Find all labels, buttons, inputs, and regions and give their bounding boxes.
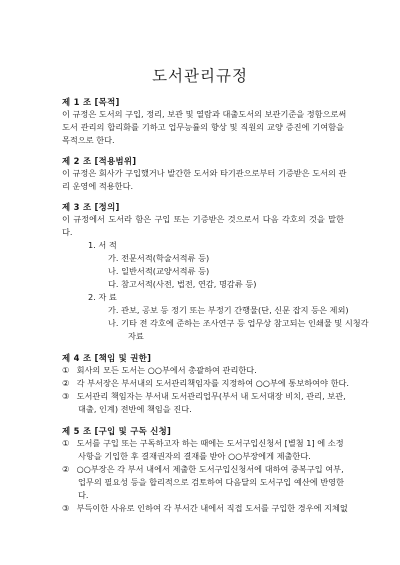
article-3-item-1-label: 1. 서 적 bbox=[88, 240, 117, 250]
article-3-item-1-sub-b: 나. 일반서적(교양서적류 등) bbox=[108, 266, 210, 276]
point-marker: ② bbox=[62, 378, 70, 388]
article-5-point-2 bbox=[62, 464, 344, 474]
article-5-point-2-cont-1: 업무의 필요성 등을 합리적으로 검토하여 다음달의 도서구입 예산에 반영한 bbox=[78, 477, 345, 487]
article-3-heading: 제 3 조 [정의] bbox=[62, 202, 120, 212]
article-3-line-2: 다. bbox=[62, 227, 73, 237]
point-text: 각 부서장은 부서내의 도서관리책임자를 지정하여 ○○부에 통보하여야 한다. bbox=[76, 378, 349, 388]
point-marker: ① bbox=[62, 438, 70, 448]
article-2-heading: 제 2 조 [적용범위] bbox=[62, 156, 137, 166]
article-3-item-2-sub-b-cont: 자료 bbox=[128, 331, 144, 341]
article-1-line-3: 목적으로 한다. bbox=[62, 135, 115, 145]
article-4-heading: 제 4 조 [책임 및 권한] bbox=[62, 353, 152, 363]
article-5-point-1 bbox=[62, 438, 344, 448]
article-3-line-1: 이 규정에서 도서라 함은 구입 또는 기증받은 것으로서 다음 각호의 것을 말한 bbox=[62, 214, 344, 224]
point-marker: ② bbox=[62, 464, 70, 474]
point-marker: ③ bbox=[62, 503, 70, 513]
point-text: 도서관리 책임자는 부서내 도서관리업무(부서 내 도서대장 비치, 관리, 보관, bbox=[76, 391, 346, 401]
point-marker: ③ bbox=[62, 391, 70, 401]
article-5-point-3 bbox=[62, 503, 348, 513]
article-4-point-3 bbox=[62, 391, 346, 401]
article-5-point-1-cont: 사항을 기입한 후 결재권자의 결재를 받아 ○○부장에게 제출한다. bbox=[78, 451, 311, 461]
article-3-item-2-sub-a: 가. 관보, 공보 등 정기 또는 부정기 간행물(단, 신문 잡지 등은 제외) bbox=[108, 305, 349, 315]
article-1-heading: 제 1 조 [목적] bbox=[62, 97, 120, 107]
article-3-item-1-sub-a: 가. 전문서적(학술서적류 등) bbox=[108, 253, 210, 263]
article-1-line-2: 도서 관리의 합리화를 기하고 업무능률의 향상 및 직원의 교양 증진에 기여함을 bbox=[62, 122, 344, 132]
point-text: 부득이한 사유로 인하여 각 부서간 내에서 직접 도서를 구입한 경우에 지체없 bbox=[76, 503, 348, 513]
article-3-item-1-sub-c: 다. 참고서적(사전, 법전, 연감, 명감류 등) bbox=[108, 279, 257, 289]
article-5-point-2-cont-2: 다. bbox=[78, 490, 89, 500]
article-4-point-2 bbox=[62, 378, 349, 388]
point-text: ○○부장은 각 부서 내에서 제출한 도서구입신청서에 대하여 중복구입 여부, bbox=[76, 464, 344, 474]
point-text: 회사의 모든 도서는 ○○부에서 총괄하여 관리한다. bbox=[76, 365, 257, 375]
point-marker: ① bbox=[62, 365, 70, 375]
article-3-item-2-label: 2. 자 료 bbox=[88, 292, 117, 302]
article-2-line-2: 리 운영에 적용한다. bbox=[62, 181, 134, 191]
article-2-line-1: 이 규정은 회사가 구입했거나 발간한 도서와 타기관으로부터 기증받은 도서의 관 bbox=[62, 168, 347, 178]
article-1-line-1: 이 규정은 도서의 구입, 정리, 보관 및 열람과 대출도서의 보관기준을 정함으로써 bbox=[62, 109, 347, 119]
point-text: 도서를 구입 또는 구독하고자 하는 때에는 도서구입신청서 [별첨 1] 에 소정 bbox=[76, 438, 344, 448]
article-3-item-2-sub-b: 나. 기타 전 각호에 준하는 조사연구 등 업무상 참고되는 인쇄물 및 시청각 bbox=[108, 318, 369, 328]
article-4-point-3-cont: 대출, 인계) 전반에 책임을 진다. bbox=[78, 404, 192, 414]
document-title: 도서관리규정 bbox=[152, 67, 248, 85]
article-4-point-1 bbox=[62, 365, 257, 375]
article-5-heading: 제 5 조 [구입 및 구독 신청] bbox=[62, 426, 172, 436]
